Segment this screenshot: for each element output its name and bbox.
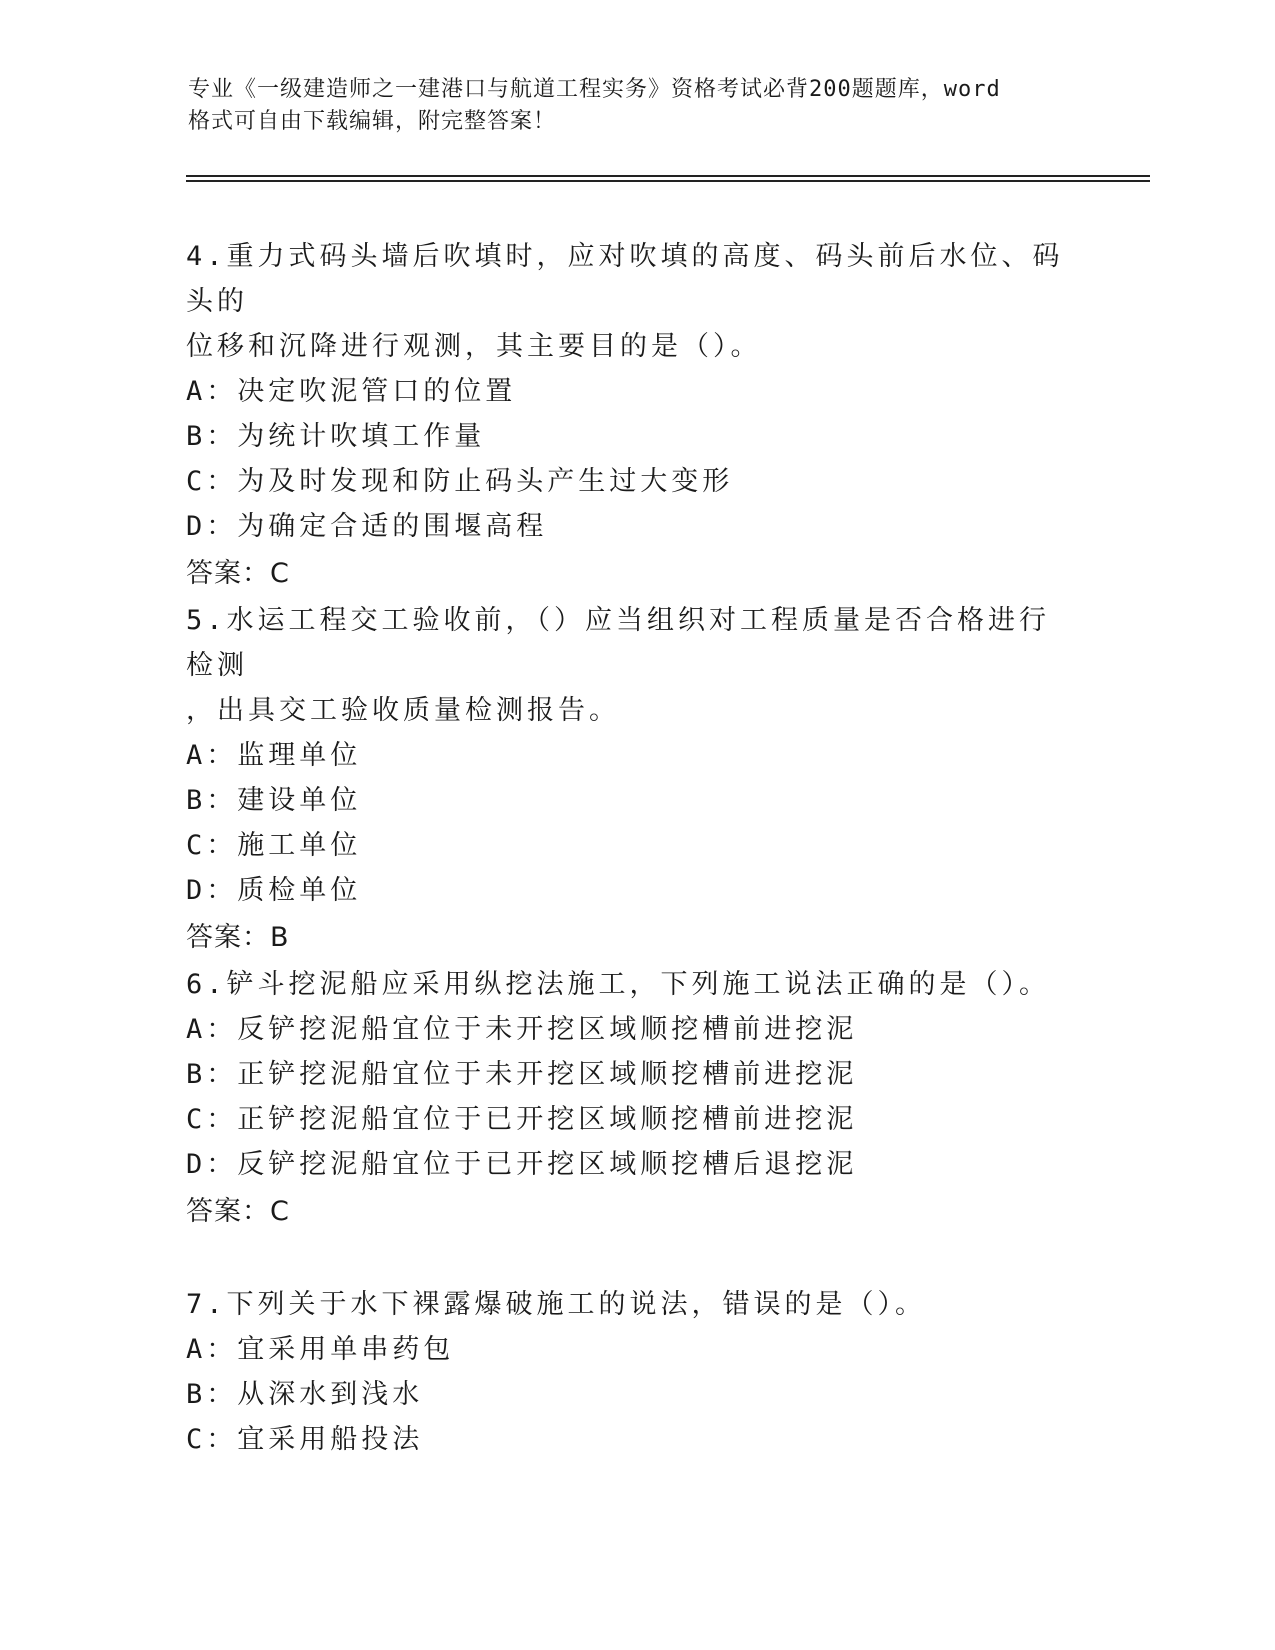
answer: 答案：B	[186, 922, 290, 953]
question-6	[186, 962, 1066, 1234]
option-a: A：监理单位	[186, 740, 362, 771]
question-stem-line: ，出具交工验收质量检测报告。	[186, 695, 620, 726]
option-a: A：反铲挖泥船宜位于未开挖区域顺挖槽前进挖泥	[186, 1014, 858, 1045]
option-d: D：质检单位	[186, 875, 362, 906]
question-stem-line: 5.水运工程交工验收前，（）应当组织对工程质量是否合格进行检测	[186, 605, 1051, 681]
question-stem-line: 4.重力式码头墙后吹填时，应对吹填的高度、码头前后水位、码头的	[186, 241, 1064, 317]
option-c: C：为及时发现和防止码头产生过大变形	[186, 466, 734, 497]
question-5	[186, 598, 1066, 960]
option-c: C：施工单位	[186, 830, 362, 861]
question-stem-line: 位移和沉降进行观测，其主要目的是（）。	[186, 331, 762, 362]
document-header	[188, 74, 1068, 138]
question-stem-line: 6.铲斗挖泥船应采用纵挖法施工，下列施工说法正确的是（）。	[186, 969, 1051, 1000]
option-d: D：为确定合适的围堰高程	[186, 511, 548, 542]
question-7	[186, 1282, 1066, 1462]
question-4	[186, 234, 1066, 596]
option-b: B：正铲挖泥船宜位于未开挖区域顺挖槽前进挖泥	[186, 1059, 858, 1090]
option-a: A：决定吹泥管口的位置	[186, 376, 517, 407]
divider-line-bottom	[186, 180, 1150, 182]
option-c: C：正铲挖泥船宜位于已开挖区域顺挖槽前进挖泥	[186, 1104, 858, 1135]
option-a: A：宜采用单串药包	[186, 1334, 455, 1365]
header-line-1: 专业《一级建造师之一建港口与航道工程实务》资格考试必背200题题库，word	[188, 77, 1001, 102]
option-b: B：从深水到浅水	[186, 1379, 424, 1410]
answer: 答案：C	[186, 558, 290, 589]
question-stem-line: 7.下列关于水下裸露爆破施工的说法，错误的是（）。	[186, 1289, 927, 1320]
option-b: B：建设单位	[186, 785, 362, 816]
header-divider	[186, 175, 1150, 182]
option-b: B：为统计吹填工作量	[186, 421, 486, 452]
option-c: C：宜采用船投法	[186, 1424, 424, 1455]
header-line-2: 格式可自由下载编辑，附完整答案！	[188, 109, 557, 134]
answer: 答案：C	[186, 1196, 290, 1227]
divider-line-top	[186, 175, 1150, 177]
option-d: D：反铲挖泥船宜位于已开挖区域顺挖槽后退挖泥	[186, 1149, 858, 1180]
